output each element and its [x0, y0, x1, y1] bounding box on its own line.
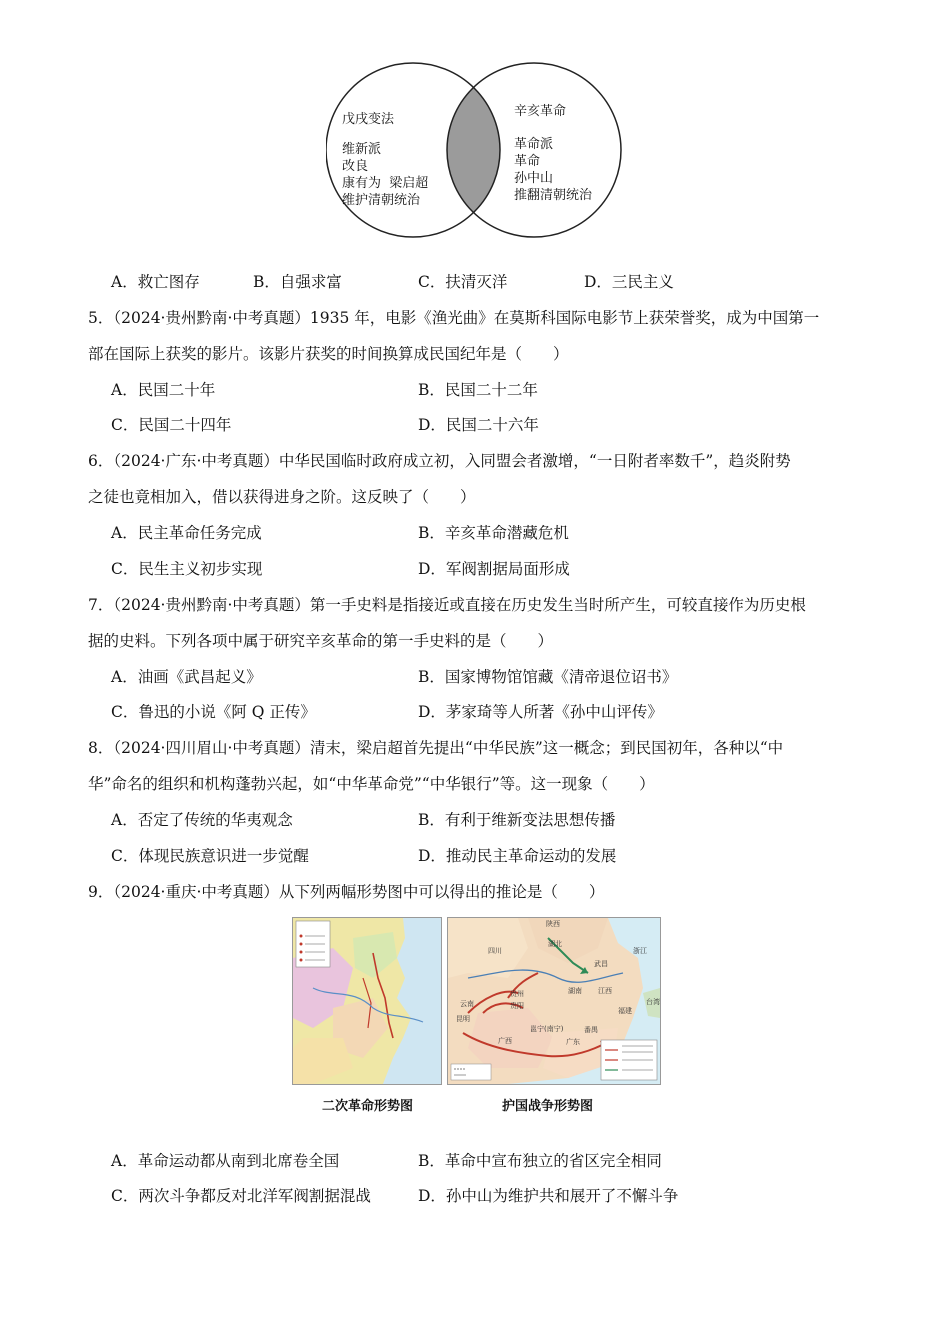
- q8-stem-line2: 华”命名的组织和机构蓬勃兴起，如“中华革命党”“中华银行”等。这一现象（ ）: [88, 775, 655, 793]
- q8-option-c[interactable]: C．体现民族意识进一步觉醒: [111, 847, 309, 865]
- venn-right-item: 革命: [514, 154, 541, 169]
- q5-stem-line1: 5．（2024·贵州黔南·中考真题）1935 年，电影《渔光曲》在莫斯科国际电影节上获荣誉奖，成为中国第一: [88, 309, 820, 327]
- map-label-guiyang: 贵阳: [510, 1002, 524, 1010]
- q9-option-d[interactable]: D．孙中山为维护共和展开了不懈斗争: [418, 1187, 679, 1205]
- map-label-yongning: 邕宁(南宁): [530, 1025, 564, 1033]
- venn-right-item: 孙中山: [514, 171, 554, 186]
- q9-option-c[interactable]: C．两次斗争都反对北洋军阀割据混战: [111, 1187, 371, 1205]
- q5-option-c[interactable]: C．民国二十四年: [111, 416, 232, 434]
- map-label-panyu: 番禺: [584, 1026, 598, 1034]
- venn-right-item: 推翻清朝统治: [514, 188, 593, 203]
- map-label-guangdong: 广东: [566, 1038, 580, 1046]
- q8-stem-line1: 8．（2024·四川眉山·中考真题）清末，梁启超首先提出“中华民族”这一概念；到民国初年，各种以“中: [88, 739, 784, 757]
- second-revolution-map: [292, 917, 442, 1085]
- venn-right-item: 革命派: [514, 137, 554, 152]
- q6-option-d[interactable]: D．军阀割据局面形成: [418, 560, 570, 578]
- map-label-taiwan: 台湾: [646, 998, 660, 1006]
- q7-option-c[interactable]: C．鲁迅的小说《阿 Q 正传》: [111, 703, 316, 721]
- second-revolution-map-graphic: [293, 918, 441, 1084]
- venn-left-item: 改良: [342, 159, 369, 174]
- q6-stem-line2: 之徒也竟相加入，借以获得进身之阶。这反映了（ ）: [88, 488, 476, 506]
- q9-stem-line1: 9．（2024·重庆·中考真题）从下列两幅形势图中可以得出的推论是（ ）: [88, 883, 605, 901]
- map-label-zhejiang: 浙江: [633, 947, 647, 955]
- q5-option-d[interactable]: D．民国二十六年: [418, 416, 539, 434]
- q5-option-a[interactable]: A．民国二十年: [111, 381, 216, 399]
- q7-option-a[interactable]: A．油画《武昌起义》: [111, 668, 262, 686]
- q4-option-a[interactable]: A．救亡图存: [111, 273, 200, 291]
- q7-stem-line1: 7．（2024·贵州黔南·中考真题）第一手史料是指接近或直接在历史发生当时所产生，可较直接作为历史根: [88, 596, 806, 614]
- national-protection-war-map: [447, 917, 661, 1085]
- venn-left-title: 戊戌变法: [342, 112, 395, 127]
- venn-left-item: 维新派: [342, 142, 382, 157]
- q7-option-d[interactable]: D．茅家琦等人所著《孙中山评传》: [418, 703, 663, 721]
- map-label-jiangxi: 江西: [598, 987, 612, 995]
- map2-caption: 护国战争形势图: [502, 1099, 594, 1114]
- q8-option-a[interactable]: A．否定了传统的华夷观念: [111, 811, 293, 829]
- national-protection-war-map-graphic: [448, 918, 660, 1084]
- venn-right-title: 辛亥革命: [514, 104, 567, 119]
- q6-option-b[interactable]: B．辛亥革命潜藏危机: [418, 524, 569, 542]
- q8-option-d[interactable]: D．推动民主革命运动的发展: [418, 847, 617, 865]
- q6-stem-line1: 6．（2024·广东·中考真题）中华民国临时政府成立初，入同盟会者激增，“一日附者率数千”，趋炎附势: [88, 452, 791, 470]
- map-label-guizhou: 贵州: [510, 990, 524, 998]
- q9-option-b[interactable]: B．革命中宣布独立的省区完全相同: [418, 1152, 662, 1170]
- map-label-hunan: 湖南: [568, 987, 582, 995]
- q5-stem-line2: 部在国际上获奖的影片。该影片获奖的时间换算成民国纪年是（ ）: [88, 345, 569, 363]
- map-label-shaanxi: 陕西: [546, 920, 560, 928]
- q8-option-b[interactable]: B．有利于维新变法思想传播: [418, 811, 616, 829]
- map-label-wuchang: 武昌: [594, 960, 608, 968]
- venn-left-item: 康有为 梁启超: [342, 176, 429, 191]
- map1-caption: 二次革命形势图: [322, 1099, 414, 1114]
- q6-option-a[interactable]: A．民主革命任务完成: [111, 524, 262, 542]
- venn-diagram: [326, 60, 626, 240]
- q9-option-a[interactable]: A．革命运动都从南到北席卷全国: [111, 1152, 340, 1170]
- q6-option-c[interactable]: C．民生主义初步实现: [111, 560, 263, 578]
- q4-option-b[interactable]: B．自强求富: [253, 273, 342, 291]
- map-label-guangxi: 广西: [498, 1037, 512, 1045]
- q7-stem-line2: 据的史料。下列各项中属于研究辛亥革命的第一手史料的是（ ）: [88, 632, 554, 650]
- map-label-hubei: 湖北: [548, 940, 562, 948]
- q5-option-b[interactable]: B．民国二十二年: [418, 381, 538, 399]
- q7-option-b[interactable]: B．国家博物馆馆藏《清帝退位诏书》: [418, 668, 678, 686]
- q4-option-c[interactable]: C．扶清灭洋: [418, 273, 508, 291]
- venn-left-item: 维护清朝统治: [342, 193, 421, 208]
- map-label-sichuan: 四川: [488, 947, 502, 955]
- map-label-yunnan: 云南: [460, 1000, 474, 1008]
- map-label-kunming: 昆明: [456, 1015, 470, 1023]
- map-label-fujian: 福建: [618, 1007, 632, 1015]
- q4-option-d[interactable]: D．三民主义: [584, 273, 674, 291]
